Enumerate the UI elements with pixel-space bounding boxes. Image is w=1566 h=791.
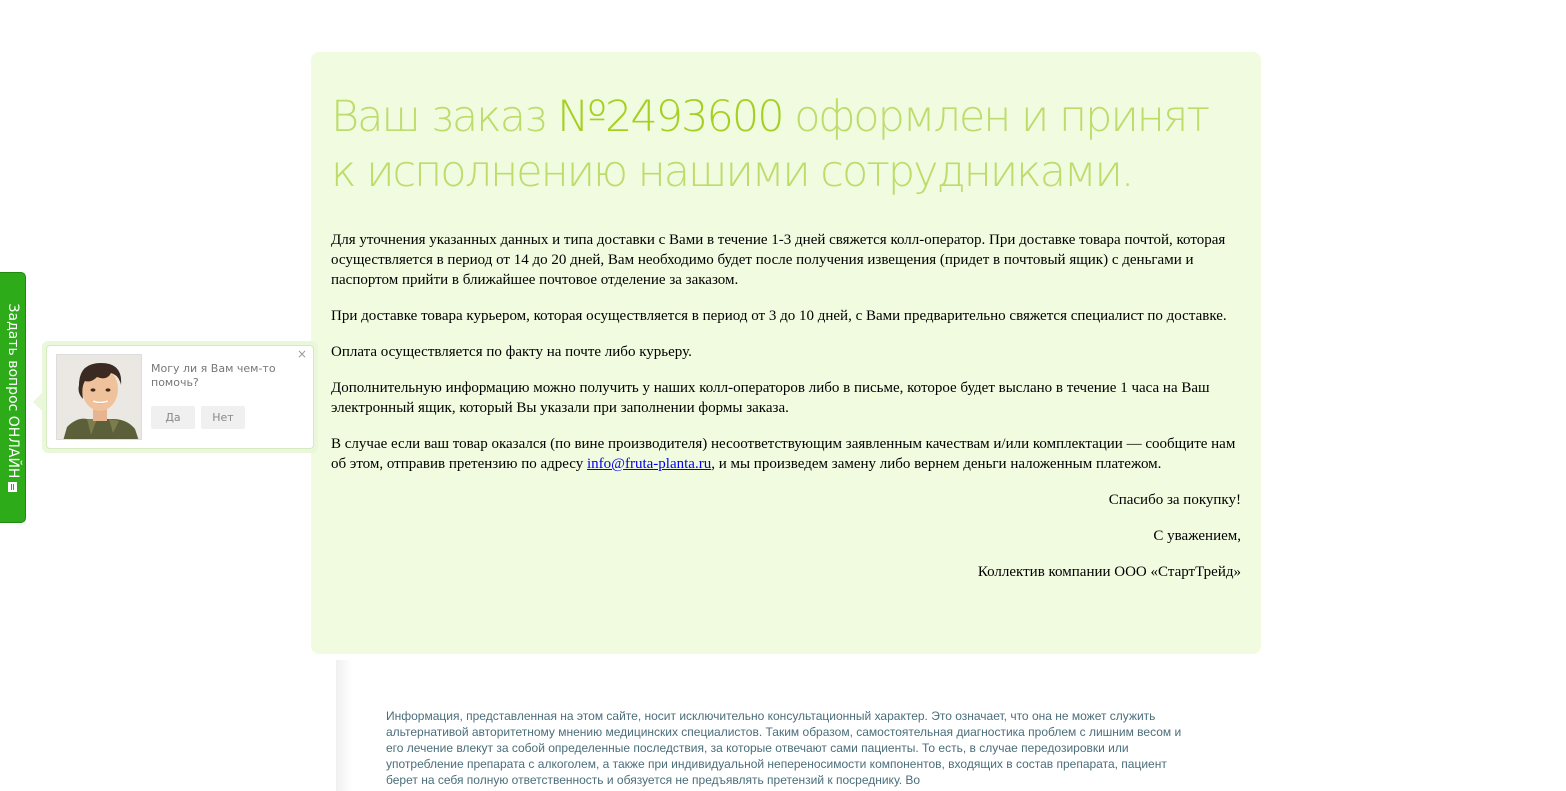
- claim-text-end: , и мы произведем замену либо вернем деньги наложенным платежом.: [711, 456, 1162, 472]
- order-number: №2493600: [556, 92, 783, 142]
- thanks-text: Спасибо за покупку!: [1108, 492, 1241, 508]
- help-popup: [42, 341, 318, 453]
- yes-button[interactable]: Да: [151, 406, 195, 429]
- page-title: [331, 90, 1241, 200]
- order-confirmation-card: [311, 52, 1261, 654]
- no-button[interactable]: Нет: [201, 406, 245, 429]
- payment-info-paragraph: Оплата осуществляется по факту на почте либо курьеру.: [331, 344, 692, 360]
- popup-body: [46, 345, 314, 449]
- claim-paragraph: [331, 434, 1241, 474]
- regards-text: С уважением,: [1153, 528, 1241, 544]
- chat-icon: [8, 482, 17, 492]
- title-line-1-rest: оформлен и принят: [782, 92, 1208, 142]
- courier-info-paragraph: При доставке товара курьером, которая осуществляется в период от 3 до 10 дней, с Вами предварительно свяжется специалист по доставке.: [331, 308, 1227, 324]
- title-line-2: к исполнению нашими сотрудниками.: [331, 147, 1133, 197]
- popup-question: Могу ли я Вам чем-то помочь?: [151, 362, 276, 389]
- popup-arrow: [33, 393, 42, 411]
- title-prefix: Ваш заказ: [331, 92, 557, 142]
- operator-photo: [57, 355, 142, 440]
- delivery-info-paragraph: Для уточнения указанных данных и типа доставки с Вами в течение 1-3 дней свяжется колл-оператор. При доставке товара почтой, которая осуществляется в период от 14 до 20 дней, Вам необходимо будет после получения извещения (придет в почтовый ящик) с деньгами и паспортом прийти в ближайшее почтовое отделение за заказом.: [331, 232, 1226, 288]
- additional-info-paragraph: Дополнительную информацию можно получить у наших колл-операторов либо в письме, которое будет выслано в течение 1 часа на Ваш электронный ящик, который Вы указали при заполнении формы заказа.: [331, 380, 1210, 416]
- footer-disclaimer: Информация, представленная на этом сайте, носит исключительно консультационный характер. Это означает, что она не может служить альтернативой авторитетному мнению медицинских специалистов. Таким образом, самостоятельная диагностика проблем с лишним весом и его лечение влекут за собой определенные последствия, за которые отвечают сами пациенты. То есть, в случае передозировки или употребление препарата с алкоголем, а также при индивидуальной непереносимости компонентов, входящих в состав препарата, пациент берет на себя полную ответственность и обязуется не предъявлять претензий к посреднику. Во: [386, 709, 1182, 787]
- title-line-1: [331, 90, 1241, 145]
- ask-question-online-tab[interactable]: [0, 272, 26, 523]
- signature-text: Коллектив компании ООО «СтартТрейд»: [977, 564, 1241, 580]
- side-tab-content: [4, 278, 22, 518]
- close-icon[interactable]: ×: [296, 347, 307, 361]
- footer-shadow: [336, 660, 352, 791]
- email-link[interactable]: info@fruta-planta.ru: [587, 456, 712, 472]
- side-tab-label: Задать вопрос ОНЛАЙН: [5, 303, 21, 479]
- claim-text: В случае если ваш товар оказался (по вине производителя) несоответствующим заявленным качествам и/или комплектации — сообщите нам об этом, отправив претензию по адресу: [331, 436, 1236, 472]
- operator-avatar: [56, 354, 142, 440]
